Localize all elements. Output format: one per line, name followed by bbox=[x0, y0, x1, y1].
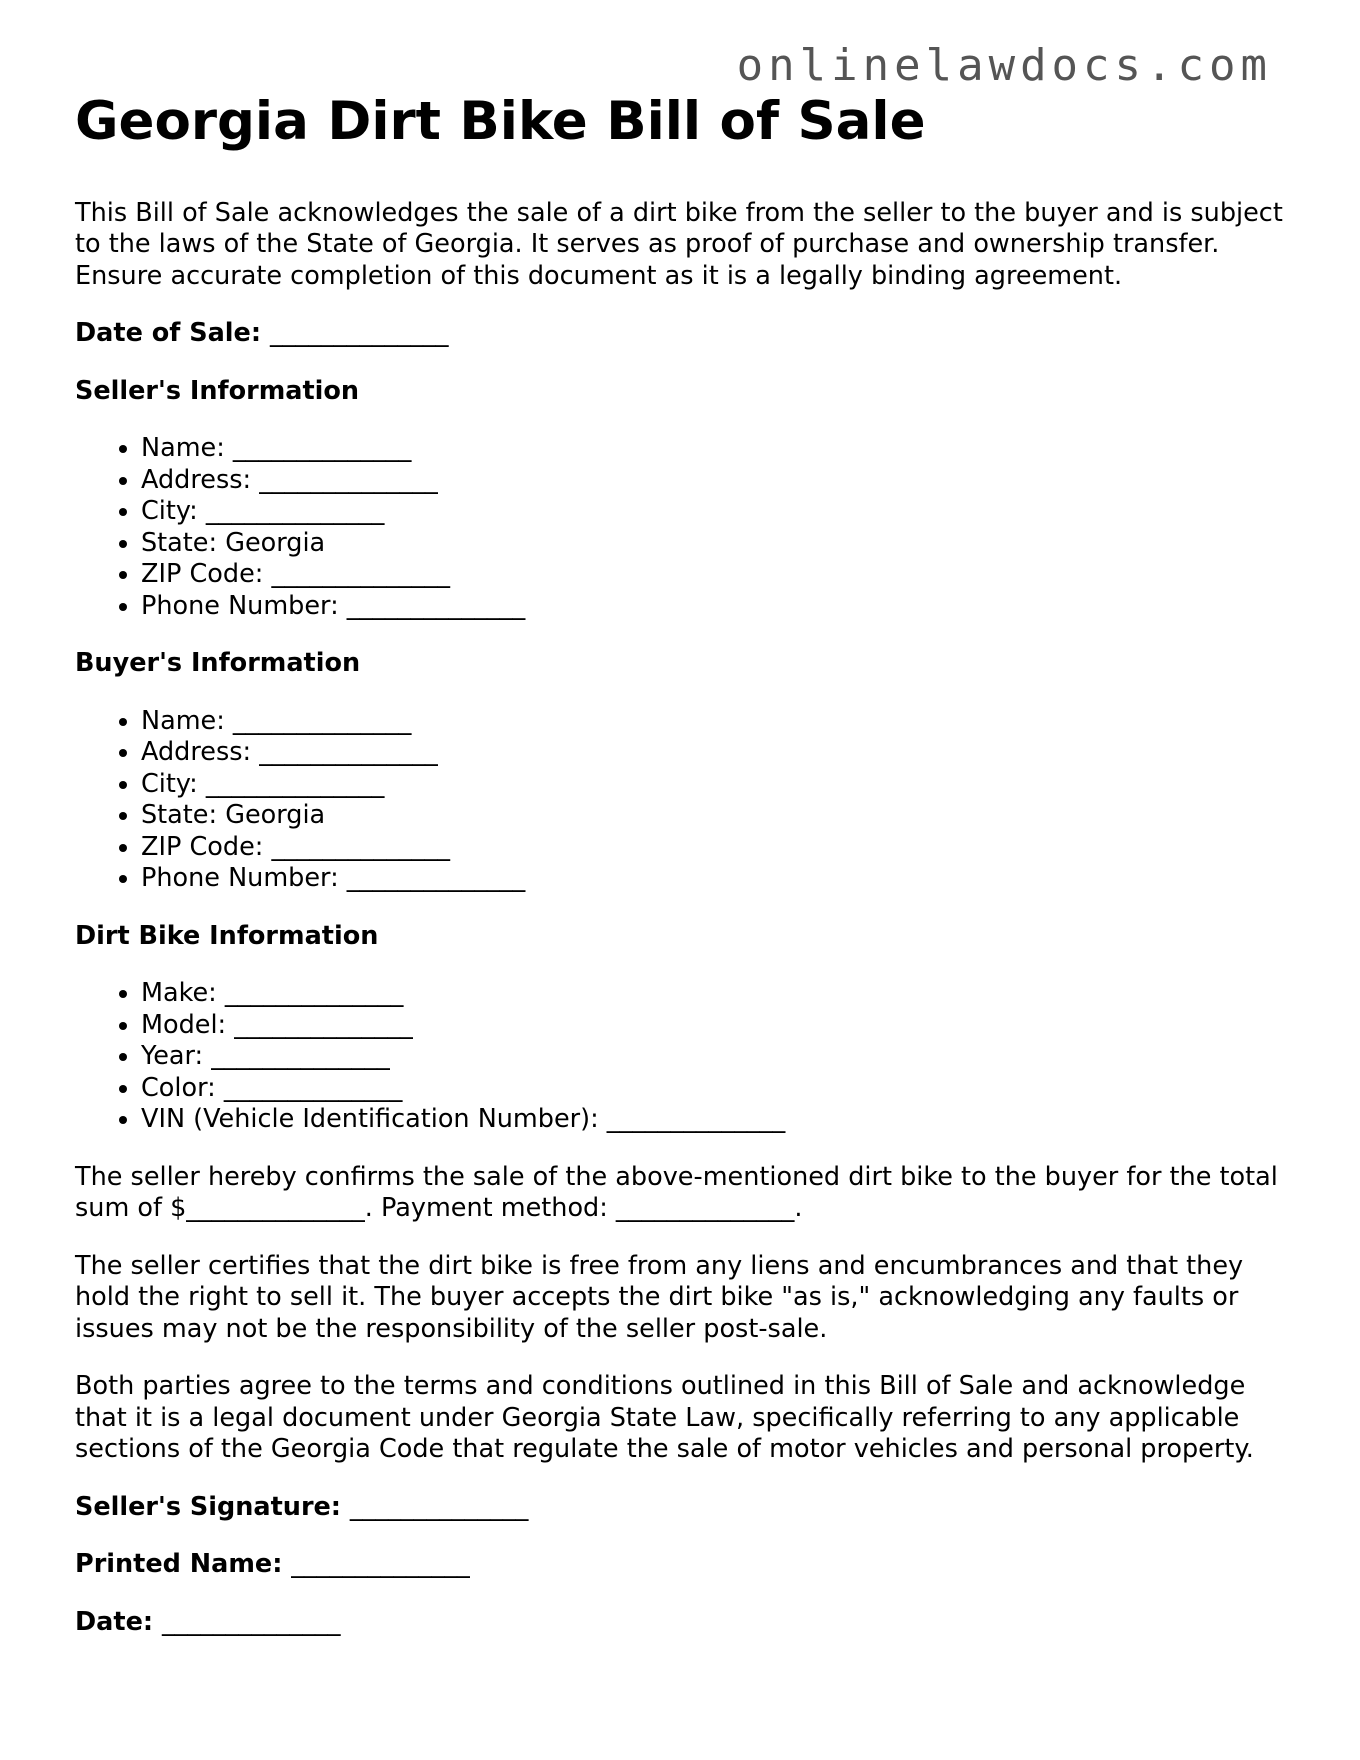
buyer-phone-field[interactable]: • Phone Number: ______________ bbox=[141, 863, 1300, 895]
certification-paragraph: The seller certifies that the dirt bike is free from any liens and encumbrances and that they hold the right to sell it. The buyer accepts the dirt bike "as is," acknowledging any faults or issues may not be the responsibility of the seller post-sale. bbox=[75, 1250, 1244, 1344]
bike-color-field[interactable]: • Color: ______________ bbox=[141, 1073, 1300, 1105]
bike-make-field[interactable]: • Make: ______________ bbox=[141, 978, 1300, 1010]
seller-zip-field[interactable]: • ZIP Code: ______________ bbox=[141, 559, 1300, 591]
bike-field-list bbox=[75, 978, 1300, 1136]
date-of-sale-line bbox=[75, 318, 1300, 350]
signature-date-blank[interactable]: ______________ bbox=[161, 1606, 341, 1637]
agreement-paragraph: Both parties agree to the terms and conditions outlined in this Bill of Sale and acknowledge that it is a legal document under Georgia State Law, specifically referring to any applicable sections of the Georgia Code that regulate the sale of motor vehicles and personal property. bbox=[75, 1371, 1254, 1465]
buyer-address-field[interactable]: • Address: ______________ bbox=[141, 737, 1300, 769]
seller-field-list bbox=[75, 433, 1300, 622]
date-of-sale-label: Date of Sale: bbox=[75, 318, 262, 349]
signature-date-label: Date: bbox=[75, 1606, 154, 1637]
intro-paragraph: This Bill of Sale acknowledges the sale of a dirt bike from the seller to the buyer and is subject to the laws of the State of Georgia. It serves as proof of purchase and ownership transfer. Ensure accurate completion of this document as it is a legally binding agreement. bbox=[75, 197, 1283, 291]
printed-name-line bbox=[75, 1549, 1300, 1581]
bike-vin-field[interactable]: • VIN (Vehicle Identification Number): ______________ bbox=[141, 1104, 1300, 1136]
buyer-field-list bbox=[75, 706, 1300, 895]
bike-model-field[interactable]: • Model: ______________ bbox=[141, 1010, 1300, 1042]
buyer-section-heading: Buyer's Information bbox=[75, 648, 361, 679]
seller-city-field[interactable]: • City: ______________ bbox=[141, 496, 1300, 528]
seller-signature-line bbox=[75, 1492, 1300, 1524]
seller-phone-field[interactable]: • Phone Number: ______________ bbox=[141, 591, 1300, 623]
seller-state-field: • State: Georgia bbox=[141, 528, 1300, 560]
bike-year-field[interactable]: • Year: ______________ bbox=[141, 1041, 1300, 1073]
printed-name-blank[interactable]: ______________ bbox=[291, 1549, 470, 1580]
buyer-city-field[interactable]: • City: ______________ bbox=[141, 769, 1300, 801]
buyer-state-field: • State: Georgia bbox=[141, 800, 1300, 832]
seller-address-field[interactable]: • Address: ______________ bbox=[141, 465, 1300, 497]
document-page bbox=[75, 0, 1300, 1638]
buyer-zip-field[interactable]: • ZIP Code: ______________ bbox=[141, 832, 1300, 864]
date-of-sale-blank[interactable]: ______________ bbox=[269, 318, 449, 349]
seller-section-heading: Seller's Information bbox=[75, 375, 360, 406]
signature-date-line bbox=[75, 1607, 1300, 1639]
printed-name-label: Printed Name: bbox=[75, 1549, 283, 1580]
seller-name-field[interactable]: • Name: ______________ bbox=[141, 433, 1300, 465]
document-title: Georgia Dirt Bike Bill of Sale bbox=[75, 91, 926, 152]
bike-section-heading: Dirt Bike Information bbox=[75, 920, 379, 951]
seller-signature-blank[interactable]: ______________ bbox=[349, 1491, 529, 1522]
buyer-name-field[interactable]: • Name: ______________ bbox=[141, 706, 1300, 738]
sale-confirmation-paragraph: The seller hereby confirms the sale of the above-mentioned dirt bike to the buyer for the total sum of $______________. Payment method: ______________. bbox=[75, 1161, 1278, 1224]
seller-signature-label: Seller's Signature: bbox=[75, 1491, 342, 1522]
watermark-text: onlinelawdocs.com bbox=[736, 40, 1272, 91]
